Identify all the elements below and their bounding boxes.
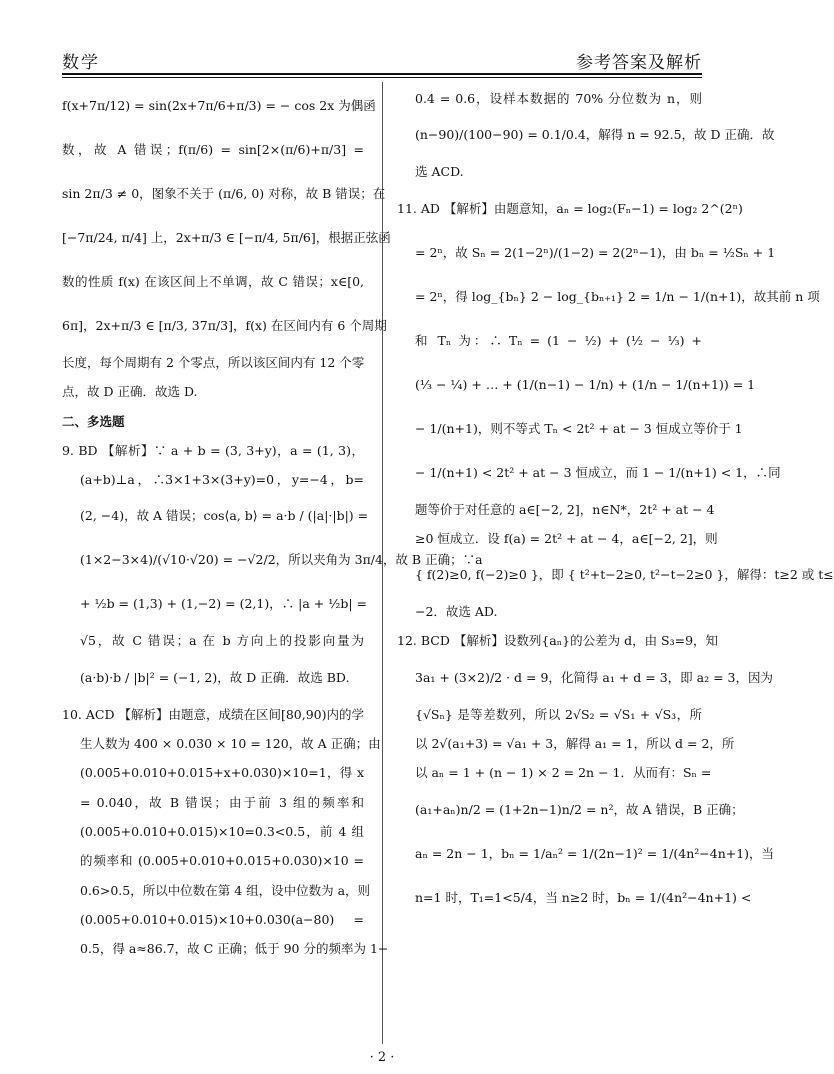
header-rule-thin	[62, 77, 702, 78]
text-line: 6π]，2x+π/3 ∈ [π/3, 37π/3]，f(x) 在区间内有 6 个周期	[62, 318, 387, 333]
text-line: 以 aₙ = 1 + (n − 1) × 2 = 2n − 1．从而有：Sₙ =	[415, 765, 712, 781]
text-line: 10. ACD 【解析】由题意，成绩在区间[80,90)内的学	[62, 706, 364, 722]
text-line: (a+b)⊥a，∴3×1+3×(3+y)=0，y=−4，b=	[80, 472, 364, 488]
text-line: f(x+7π/12) = sin(2x+7π/6+π/3) = − cos 2x 为偶函	[62, 98, 376, 113]
right-column	[397, 84, 834, 920]
text-line: = 2ⁿ，得 log_{bₙ} 2 − log_{bₙ₊₁} 2 = 1/n − 1/(n+1)，故其前 n 项	[415, 288, 820, 304]
document-title: 参考答案及解析	[576, 53, 702, 73]
text-line: n=1 时，T₁=1<5/4，当 n≥2 时，bₙ = 1/(4n²−4n+1) <	[415, 889, 752, 905]
text-line: 11. AD 【解析】由题意知，aₙ = log₂(Fₙ−1) = log₂ 2^(2ⁿ)	[397, 200, 743, 216]
text-line: aₙ = 2n − 1，bₙ = 1/aₙ² = 1/(2n−1)² = 1/(4n²−4n+1)，当	[415, 845, 775, 861]
text-line: − 1/(n+1)，则不等式 Tₙ < 2t² + at − 3 恒成立等价于 1	[415, 420, 743, 436]
page-header	[62, 44, 702, 74]
text-line: 以 2√(a₁+3) = √a₁ + 3，解得 a₁ = 1，所以 d = 2，所	[415, 736, 735, 752]
text-line: 点，故 D 正确．故选 D.	[62, 384, 198, 400]
text-line: { f(2)≥0, f(−2)≥0 }，即 { t²+t−2≥0, t²−t−2≥0 }，解得：t≥2 或 t≤	[415, 567, 834, 583]
subject-label: 数学	[62, 53, 100, 73]
text-line: (n−90)/(100−90) = 0.1/0.4，解得 n = 92.5，故 D 正确．故	[415, 127, 775, 143]
text-line: [−7π/24, π/4] 上，2x+π/3 ∈ [−π/4, 5π/6]，根据正弦函	[62, 230, 391, 245]
text-line: 0.5，得 a≈86.7，故 C 正确；低于 90 分的频率为 1−	[80, 941, 389, 957]
text-line: 数，故 A 错误；f(π/6) = sin[2×(π/6)+π/3] =	[62, 142, 364, 157]
text-line: {√Sₙ} 是等差数列，所以 2√S₂ = √S₁ + √S₃，所	[415, 706, 702, 722]
text-line: 生人数为 400 × 0.030 × 10 = 120，故 A 正确；由	[80, 736, 381, 752]
text-line: (2, −4)，故 A 错误；cos⟨a, b⟩ = a·b / (|a|·|b|) =	[80, 508, 369, 524]
page-number: · 2 ·	[369, 1050, 395, 1065]
text-line: 题等价于对任意的 a∈[−2, 2]，n∈N*，2t² + at − 4	[415, 501, 715, 517]
text-line: sin 2π/3 ≠ 0，图象不关于 (π/6, 0) 对称，故 B 错误；在	[62, 186, 386, 201]
text-line: 二、多选题	[62, 413, 125, 429]
text-line: 3a₁ + (3×2)/2 · d = 9，化简得 a₁ + d = 3，即 a₂ = 3，因为	[415, 669, 773, 685]
text-line: 12. BCD 【解析】设数列{aₙ}的公差为 d，由 S₃=9，知	[397, 633, 719, 649]
text-line: (0.005+0.010+0.015)×10+0.030(a−80) =	[80, 911, 364, 927]
text-line: 9. BD 【解析】∵ a + b = (3, 3+y)，a = (1, 3)，	[62, 442, 364, 458]
text-line: 长度，每个周期有 2 个零点，所以该区间内有 12 个零	[62, 355, 365, 370]
text-line: 和 Tₙ 为：∴ Tₙ = (1 − ½) + (½ − ⅓) +	[415, 332, 702, 348]
text-line: = 2ⁿ，故 Sₙ = 2(1−2ⁿ)/(1−2) = 2(2ⁿ−1)，由 bₙ = ½Sₙ + 1	[415, 244, 776, 260]
text-line: (0.005+0.010+0.015+x+0.030)×10=1，得 x	[80, 765, 364, 781]
text-line: √5，故 C 错误；a 在 b 方向上的投影向量为	[80, 633, 364, 649]
text-line: + ½b = (1,3) + (1,−2) = (2,1)，∴ |a + ½b| =	[80, 596, 368, 612]
text-line: 选 ACD.	[415, 164, 464, 180]
text-line: 0.6>0.5，所以中位数在第 4 组，设中位数为 a，则	[80, 882, 371, 898]
text-line: (a·b)·b / |b|² = (−1, 2)，故 D 正确．故选 BD.	[80, 669, 350, 685]
text-line: 的频率和 (0.005+0.010+0.015+0.030)×10 =	[80, 853, 364, 869]
text-line: −2．故选 AD.	[415, 604, 498, 620]
text-line: (⅓ − ¼) + … + (1/(n−1) − 1/n) + (1/n − 1/(n+1)) = 1	[415, 376, 756, 392]
text-line: (a₁+aₙ)n/2 = (1+2n−1)n/2 = n²，故 A 错误，B 正确；	[415, 801, 744, 817]
text-line: = 0.040，故 B 错误；由于前 3 组的频率和	[80, 794, 364, 810]
text-line: 0.4 = 0.6，设样本数据的 70% 分位数为 n，则	[415, 91, 702, 106]
text-line: − 1/(n+1) < 2t² + at − 3 恒成立，而 1 − 1/(n+1) < 1，∴同	[415, 464, 781, 480]
text-line: 数的性质 f(x) 在该区间上不单调，故 C 错误；x∈[0,	[62, 274, 364, 289]
text-line: ≥0 恒成立．设 f(a) = 2t² + at − 4，a∈[−2, 2]，则	[415, 530, 718, 546]
text-line: (0.005+0.010+0.015)×10=0.3<0.5，前 4 组	[80, 823, 364, 839]
text-line: (1×2−3×4)/(√10·√20) = −√2/2，所以夹角为 3π/4，故 B 正确；∵a	[80, 552, 483, 568]
header-rule	[62, 73, 702, 75]
